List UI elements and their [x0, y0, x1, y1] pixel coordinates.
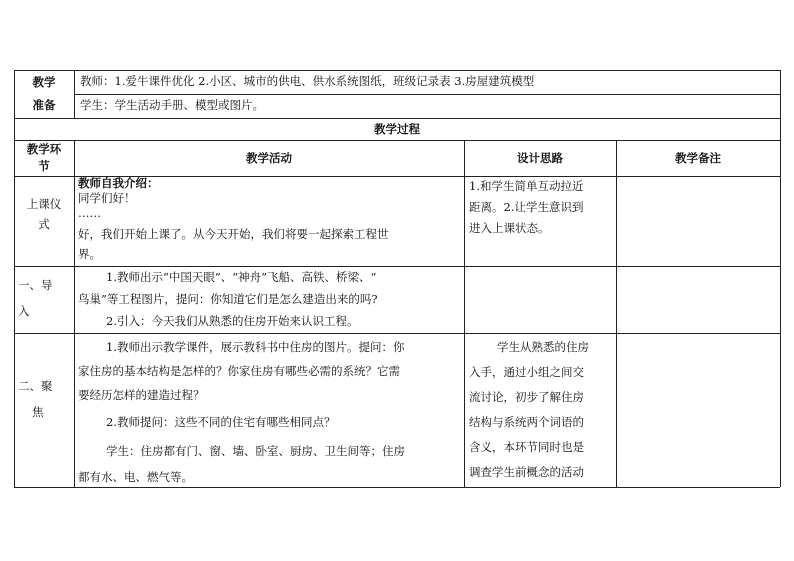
activity-line: ……: [78, 206, 101, 220]
activity-line: 1.教师出示“中国天眼”、“神舟”飞船、高铁、桥梁、“: [106, 270, 377, 284]
grid-line: [464, 140, 465, 487]
design-line: 入手，通过小组之间交: [469, 365, 584, 379]
activity-line: 2.引入：今天我们从熟悉的住房开始来认识工程。: [106, 314, 359, 328]
activity-line: 界。: [78, 247, 101, 261]
header-design: 设计思路: [517, 151, 563, 165]
stage-focus: 二、聚 焦: [18, 379, 53, 419]
design-line: 调查学生前概念的活动: [469, 465, 584, 479]
lesson-plan-table: [14, 70, 780, 487]
grid-line: [780, 70, 781, 487]
design-opening: [469, 176, 615, 239]
prep-student: 学生：学生活动手册、模型或图片。: [80, 98, 264, 112]
design-line: 学生从熟悉的住房: [497, 340, 589, 354]
design-line: 1.和学生简单互动拉近: [469, 179, 584, 193]
activity-line: 教师自我介绍：: [78, 176, 159, 190]
grid-line: [616, 140, 617, 487]
activity-line: 学生：住房都有门、窗、墙、卧室、厨房、卫生间等；住房: [106, 444, 405, 458]
design-line: 流讨论，初步了解住房: [469, 390, 584, 404]
activity-focus: [78, 335, 462, 489]
stage-intro: 一、导 入: [18, 278, 53, 318]
design-line: 含义，本环节同时也是: [469, 440, 584, 454]
header-stage: 教学环 节: [26, 142, 62, 173]
activity-line: 鸟巢”等工程图片，提问：你知道它们是怎么建造出来的吗?: [78, 292, 378, 306]
activity-opening: [78, 176, 462, 262]
grid-line: [14, 333, 780, 334]
process-title: 教学过程: [374, 122, 420, 136]
design-focus: [469, 335, 615, 485]
design-line: 进入上课状态。: [469, 221, 550, 235]
design-line: 距离。2.让学生意识到: [469, 200, 584, 214]
design-line: 结构与系统两个词语的: [469, 415, 584, 429]
activity-line: 好，我们开始上课了。从今天开始，我们将要一起探索工程世: [78, 227, 389, 241]
activity-line: 1.教师出示教学课件，展示教科书中住房的图片。提问：你: [106, 340, 405, 354]
header-notes: 教学备注: [675, 151, 721, 165]
stage-opening: 上课仪 式: [26, 197, 62, 231]
grid-line: [74, 140, 75, 487]
header-activity: 教学活动: [246, 151, 292, 165]
activity-intro: [78, 266, 462, 333]
prep-label: 教学 准备: [32, 75, 56, 112]
activity-line: 2.教师提问：这些不同的住宅有哪些相同点？: [106, 415, 336, 429]
activity-line: 要经历怎样的建造过程？: [78, 388, 205, 402]
activity-line: 家住房的基本结构是怎样的？你家住房有哪些必需的系统？它需: [78, 364, 400, 378]
grid-line: [74, 70, 75, 118]
activity-line: 同学们好！: [78, 191, 136, 205]
activity-line: 都有水、电、燃气等。: [78, 470, 193, 484]
prep-teacher: 教师：1.爱牛课件优化 2.小区、城市的供电、供水系统图纸，班级记录表 3.房屋建筑模型: [80, 74, 535, 88]
